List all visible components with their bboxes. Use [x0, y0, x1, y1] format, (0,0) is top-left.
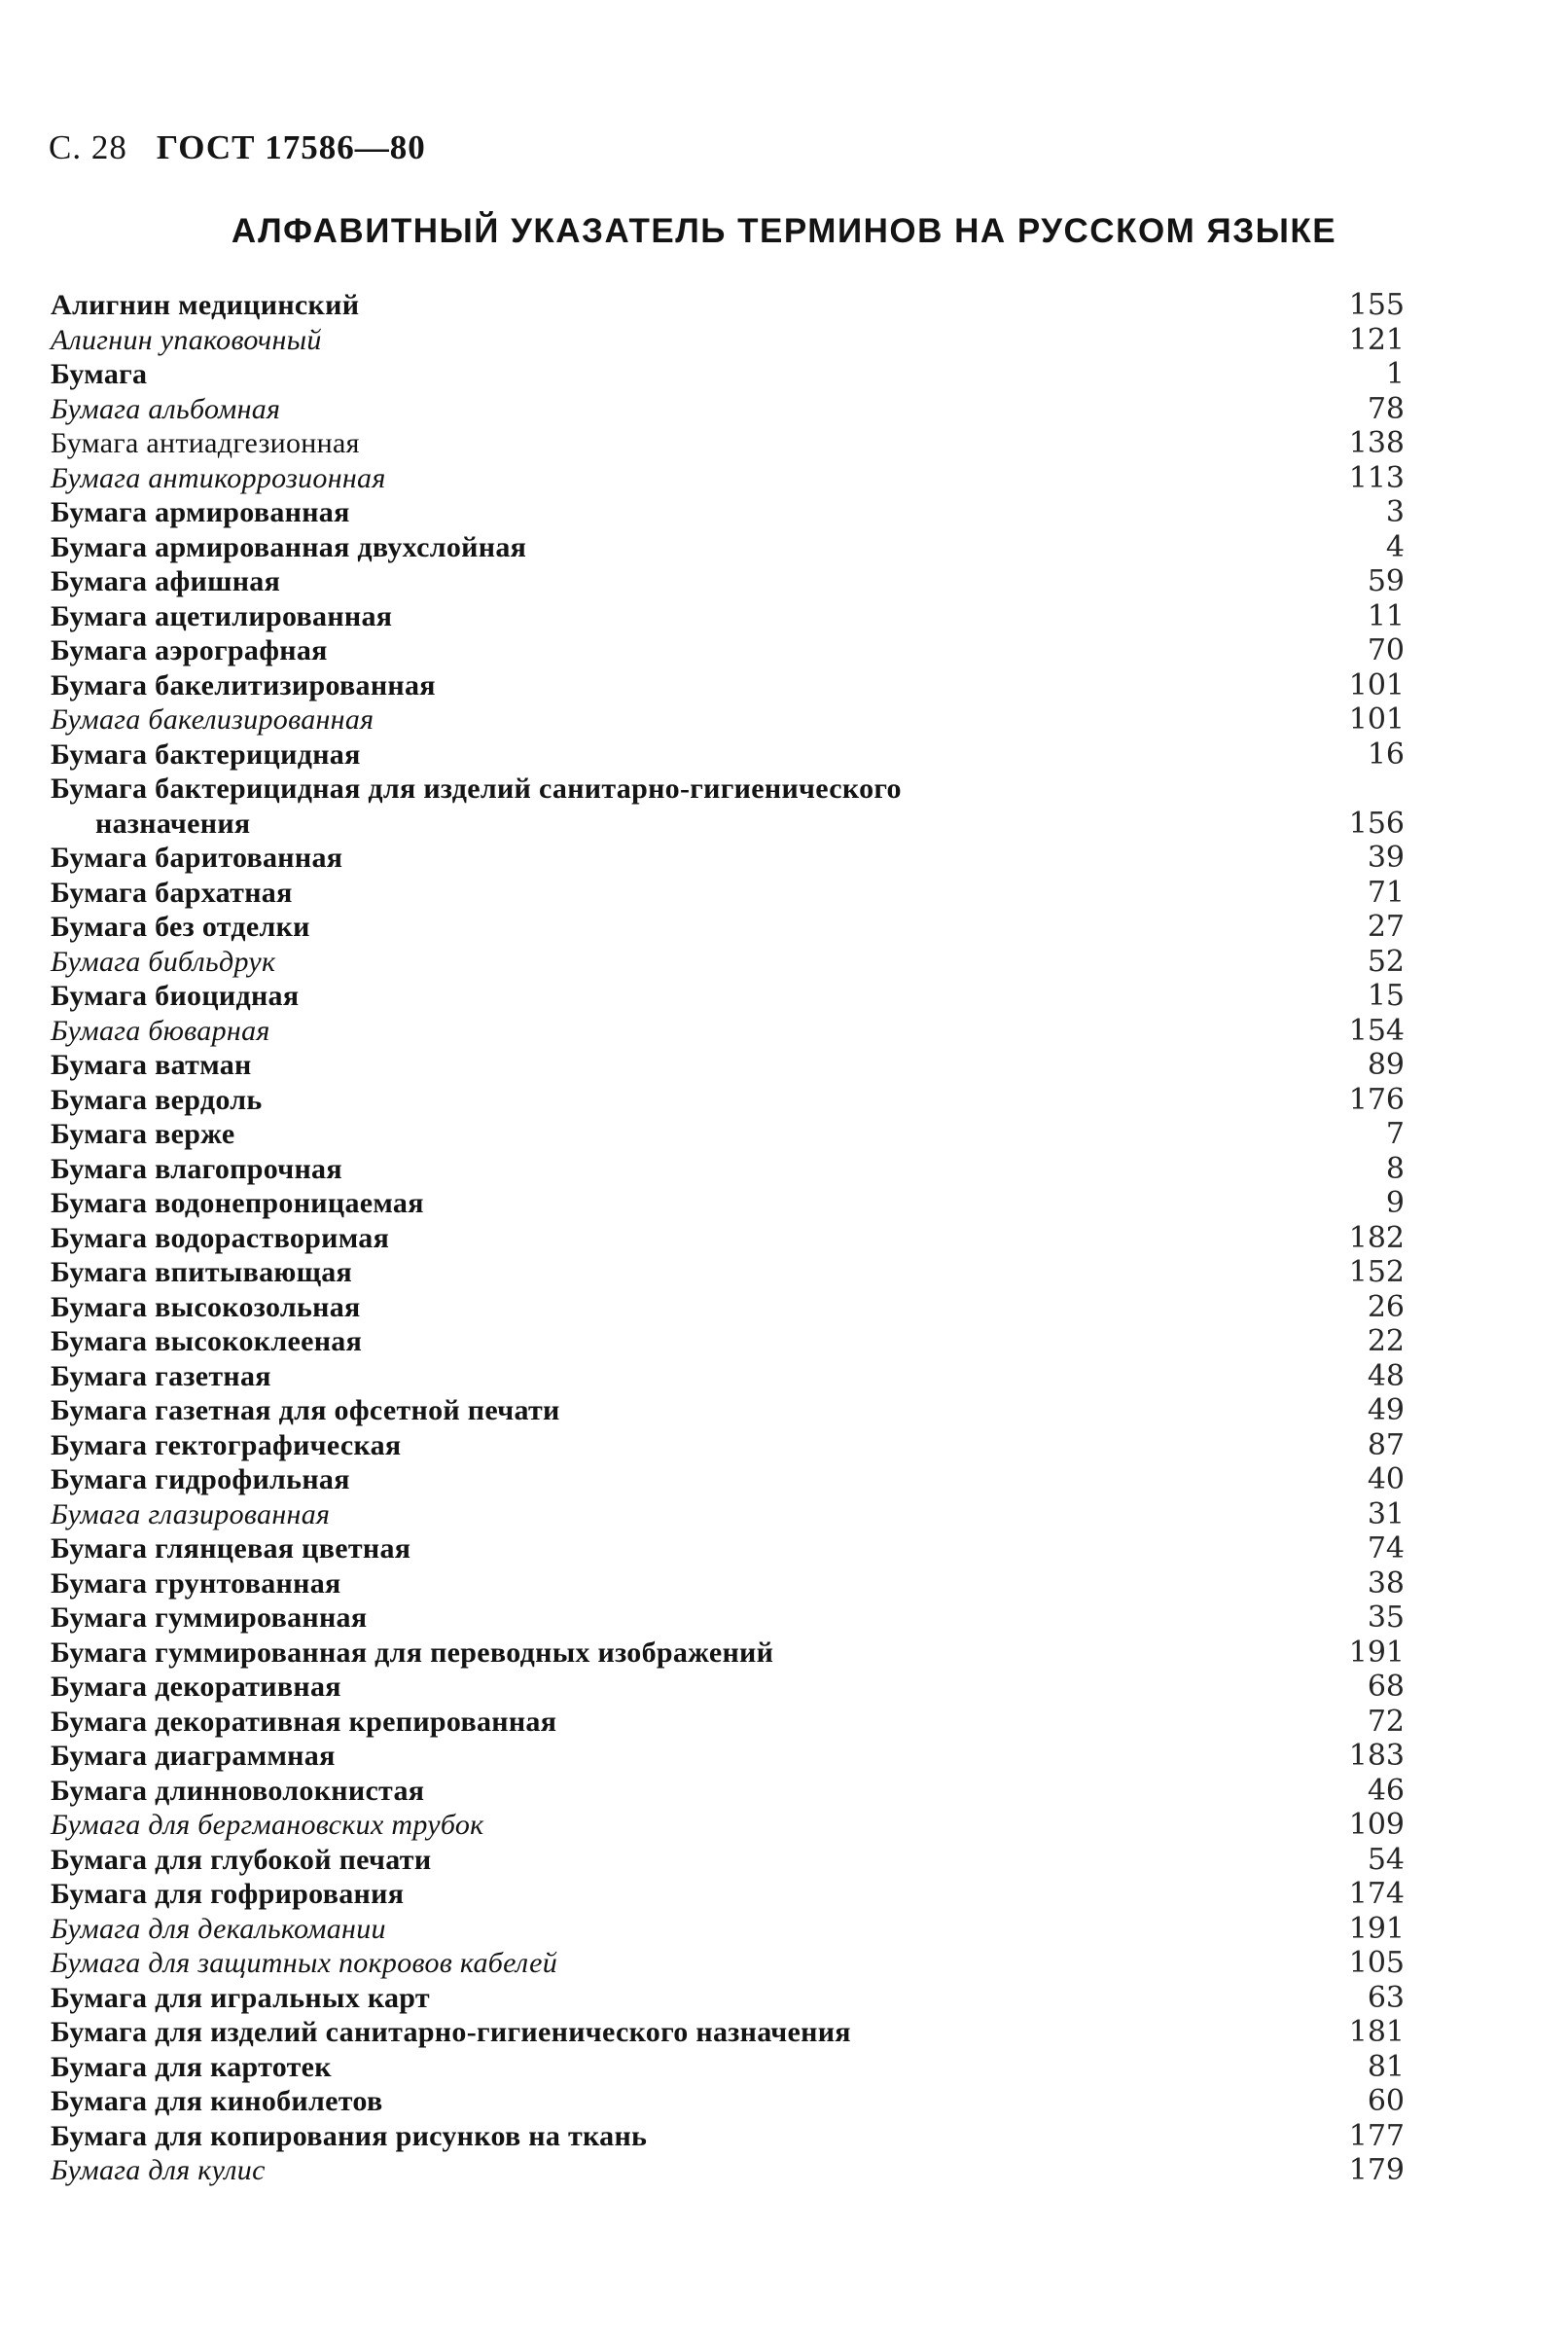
index-entry: [51, 876, 1405, 911]
index-term-number: 87: [1367, 1427, 1405, 1462]
index-term-text: Бумага антиадгезионная: [51, 427, 360, 459]
index-term-number: 60: [1367, 2084, 1405, 2118]
index-entry: [51, 1531, 1405, 1566]
index-term: [51, 1393, 1159, 1428]
index-entry: [51, 702, 1405, 737]
index-term-number: 177: [1348, 2118, 1405, 2153]
index-term: [51, 668, 1159, 703]
index-term-text: Бумага верже: [51, 1118, 235, 1150]
index-term-number: 81: [1367, 2049, 1405, 2084]
index-term-text: Бумага диаграммная: [51, 1740, 336, 1772]
index-term-text: Бумага баритованная: [51, 842, 343, 874]
index-term-text: Бумага бактерицидная: [51, 737, 361, 771]
index-entry: [51, 1670, 1405, 1705]
index-term-number: 71: [1367, 875, 1405, 910]
index-entry: [51, 1221, 1405, 1256]
index-entry: [51, 2153, 1405, 2188]
index-entry: [51, 1566, 1405, 1601]
index-entry: [51, 1255, 1405, 1290]
page-title: АЛФАВИТНЫЙ УКАЗАТЕЛЬ ТЕРМИНОВ НА РУССКОМ ЯЗЫКЕ: [231, 212, 1337, 250]
index-term-number: 49: [1367, 1393, 1405, 1427]
index-term: [51, 288, 1159, 323]
index-entry: [51, 1117, 1405, 1152]
index-term: [51, 1186, 1159, 1221]
index-term: [51, 910, 1159, 945]
index-term-number: 48: [1367, 1358, 1405, 1393]
index-term-text: Бумага декоративная крепированная: [51, 1705, 557, 1738]
index-term-number: 15: [1367, 979, 1405, 1013]
index-term: [51, 1117, 1159, 1152]
index-term-text: Бумага гуммированная для переводных изображений: [51, 1636, 774, 1669]
index-term-text: Бумага бархатная: [51, 876, 293, 909]
index-term-text: Бумага для защитных покровов кабелей: [51, 1947, 558, 1979]
index-term: [51, 1152, 1159, 1187]
index-entry: [51, 1808, 1405, 1843]
index-term-text: Бумага афишная: [51, 565, 281, 597]
index-term-text: Бумага бактерицидная для изделий санитарно-гигиенического: [51, 773, 902, 805]
index-term-text: Бумага альбомная: [51, 392, 281, 425]
index-term-text: Бумага для игральных карт: [51, 1981, 430, 2014]
index-term-number: 101: [1348, 702, 1405, 737]
index-term-text: Бумага длинноволокнистая: [51, 1774, 425, 1807]
index-entry: [51, 288, 1405, 323]
index-entry: [51, 1186, 1405, 1221]
index-entry: [51, 1946, 1405, 1981]
index-term-number: 152: [1348, 1255, 1405, 1289]
index-entry: [51, 461, 1405, 496]
index-term-number: 182: [1348, 1220, 1405, 1255]
index-term: [51, 2119, 1159, 2154]
index-term-number: 7: [1385, 1117, 1405, 1151]
index-term-number: 22: [1367, 1324, 1405, 1358]
index-entry: [51, 1774, 1405, 1809]
index-term-text: Бумага для гофрирования: [51, 1878, 405, 1910]
index-term-number: 40: [1367, 1462, 1405, 1496]
index-term-number: 31: [1367, 1496, 1405, 1531]
index-entry: [51, 1428, 1405, 1463]
index-term-number: 26: [1367, 1289, 1405, 1324]
index-term-number: 109: [1348, 1808, 1405, 1842]
index-term-number: 174: [1348, 1877, 1405, 1911]
index-term: [51, 1359, 1159, 1394]
index-term-text: Бумага армированная двухслойная: [51, 530, 527, 563]
index-term-number: 156: [1348, 806, 1405, 841]
index-term-text: Бумага: [51, 358, 148, 390]
index-term-text: Бумага аэрографная: [51, 634, 328, 666]
index-term-text: Бумага высокозольная: [51, 1290, 361, 1323]
index-term-number: 138: [1348, 426, 1405, 460]
index-term: [51, 1739, 1159, 1774]
index-term-text: Бумага влагопрочная: [51, 1152, 342, 1185]
index-term-text: Бумага глянцевая цветная: [51, 1532, 411, 1565]
index-entry: [51, 1497, 1405, 1532]
index-entry: [51, 633, 1405, 668]
index-term: [51, 495, 1159, 530]
index-term-number: 89: [1367, 1048, 1405, 1082]
index-term-text: Бумага для картотек: [51, 2050, 332, 2083]
index-term-text: Бумага газетная для офсетной печати: [51, 1394, 560, 1426]
index-term: [51, 1636, 1159, 1671]
index-term-number: 74: [1367, 1531, 1405, 1565]
index-term: [51, 841, 1159, 876]
index-entry: [51, 1843, 1405, 1878]
index-term: [51, 392, 1159, 427]
index-entry: [51, 1083, 1405, 1118]
index-term-number: 191: [1348, 1635, 1405, 1670]
index-term-number: 35: [1367, 1601, 1405, 1635]
index-term: [51, 1048, 1159, 1083]
index-term-number: 179: [1348, 2153, 1405, 2187]
index-term-text: Бумага высококлееная: [51, 1325, 363, 1357]
index-term-text: Бумага глазированная: [51, 1497, 331, 1530]
index-term-number: 68: [1367, 1670, 1405, 1704]
index-term: [51, 1531, 1159, 1566]
index-entry: [51, 1877, 1405, 1912]
index-entry: [51, 945, 1405, 980]
index-term: [51, 2153, 1159, 2188]
index-term-number: 52: [1367, 944, 1405, 979]
index-term: [51, 1290, 1159, 1325]
index-term-number: 183: [1348, 1739, 1405, 1773]
index-term-number: 4: [1385, 529, 1405, 564]
index-term-number: 155: [1348, 288, 1405, 322]
index-term-number: 63: [1367, 1980, 1405, 2015]
index-entry: [51, 564, 1405, 599]
index-term-number: 16: [1367, 737, 1405, 772]
index-term: [51, 1946, 1159, 1981]
index-term: [51, 772, 1159, 841]
index-term-number: 39: [1367, 841, 1405, 875]
index-term-number: 101: [1348, 667, 1405, 702]
index-entry: [51, 2015, 1405, 2050]
index-term-number: 54: [1367, 1842, 1405, 1877]
page-number: С. 28: [49, 128, 127, 166]
index-entry: [51, 1601, 1405, 1636]
index-term-text: Бумага антикоррозионная: [51, 461, 386, 494]
index-term-text: Бумага бакелитизированная: [51, 668, 436, 701]
index-entry: [51, 737, 1405, 773]
index-term: [51, 1083, 1159, 1118]
standard-code: ГОСТ 17586—80: [156, 128, 426, 166]
index-term: [51, 1705, 1159, 1740]
index-term-text: Алигнин медицинский: [51, 289, 360, 321]
index-entry: [51, 323, 1405, 358]
index-term: [51, 564, 1159, 599]
index-term-number: 113: [1348, 460, 1405, 495]
index-term-text: Бумага без отделки: [51, 911, 310, 943]
index-term: [51, 1808, 1159, 1843]
index-term-text: Бумага для копирования рисунков на ткань: [51, 2119, 648, 2152]
index-term-number: 3: [1385, 495, 1405, 529]
index-term-number: 72: [1367, 1704, 1405, 1739]
index-entry: [51, 1048, 1405, 1083]
index-entry: [51, 979, 1405, 1014]
index-term-number: 9: [1385, 1186, 1405, 1220]
index-entry: [51, 495, 1405, 530]
index-entry: [51, 1014, 1405, 1049]
index-term-number: 27: [1367, 910, 1405, 944]
index-term: [51, 1981, 1159, 2016]
index-entry: [51, 1462, 1405, 1497]
page-header: [49, 128, 426, 167]
index-term: [51, 1601, 1159, 1636]
index-term: [51, 1014, 1159, 1049]
index-term: [51, 1324, 1159, 1359]
index-entry: [51, 1739, 1405, 1774]
index-term-number: 59: [1367, 564, 1405, 598]
index-entry: [51, 530, 1405, 565]
index-term: [51, 599, 1159, 634]
index-term-text: Бумага водорастворимая: [51, 1221, 390, 1254]
index-term-text: Бумага бакелизированная: [51, 703, 374, 736]
index-term: [51, 1912, 1159, 1947]
index-entry: [51, 426, 1405, 461]
index-term-text: Бумага гектографическая: [51, 1428, 402, 1461]
index-term: [51, 530, 1159, 565]
index-term-text: Бумага для кинобилетов: [51, 2085, 383, 2117]
index-term-text: Бумага гидрофильная: [51, 1463, 350, 1495]
index-term-number: 78: [1367, 391, 1405, 426]
index-entry: [51, 1636, 1405, 1671]
index-term-text: Бумага биоцидная: [51, 980, 300, 1012]
index-term-text: Бумага библьдрук: [51, 945, 276, 978]
index-term-number: 176: [1348, 1082, 1405, 1117]
index-term: [51, 2050, 1159, 2085]
index-entry: [51, 1324, 1405, 1359]
index-term-text: Бумага декоративная: [51, 1671, 341, 1703]
index-term-text: Бумага ацетилированная: [51, 599, 393, 632]
index-term-text: Алигнин упаковочный: [51, 323, 322, 356]
index-term: [51, 1428, 1159, 1463]
index-term-text: Бумага для бергмановских трубок: [51, 1809, 484, 1841]
index-term: [51, 633, 1159, 668]
index-entry: [51, 910, 1405, 945]
index-entry: [51, 1152, 1405, 1187]
index-entry: [51, 2119, 1405, 2154]
index-term: [51, 1462, 1159, 1497]
index-term-number: 181: [1348, 2015, 1405, 2049]
index-term-continuation: назначения: [95, 807, 251, 840]
index-term: [51, 323, 1159, 358]
index-term-text: Бумага газетная: [51, 1359, 271, 1392]
index-term-number: 70: [1367, 633, 1405, 667]
index-term: [51, 426, 1159, 461]
index-term: [51, 945, 1159, 980]
index-term: [51, 1497, 1159, 1532]
index-entry: [51, 1393, 1405, 1428]
index-term-text: Бумага вердоль: [51, 1083, 263, 1116]
term-index-list: [51, 288, 1405, 2188]
index-term: [51, 1255, 1159, 1290]
index-term: [51, 1877, 1159, 1912]
index-term: [51, 357, 1159, 392]
index-term-text: Бумага для глубокой печати: [51, 1843, 432, 1876]
index-entry: [51, 2050, 1405, 2085]
index-term: [51, 1774, 1159, 1809]
index-term: [51, 876, 1159, 911]
index-entry: [51, 392, 1405, 427]
index-term-text: Бумага для изделий санитарно-гигиенического назначения: [51, 2016, 851, 2048]
index-term-number: 38: [1367, 1565, 1405, 1601]
index-term-text: Бумага грунтованная: [51, 1566, 341, 1600]
index-term: [51, 702, 1159, 737]
index-entry: [51, 1359, 1405, 1394]
index-term-text: Бумага для декалькомании: [51, 1912, 386, 1945]
index-term: [51, 1670, 1159, 1705]
index-term-number: 1: [1385, 357, 1405, 391]
index-term-number: 191: [1348, 1911, 1405, 1946]
index-term-number: 121: [1348, 322, 1405, 357]
index-term-text: Бумага армированная: [51, 496, 350, 528]
index-entry: [51, 1981, 1405, 2016]
index-entry: [51, 668, 1405, 703]
index-term: [51, 2015, 1159, 2050]
index-entry: [51, 2084, 1405, 2119]
index-term-number: 8: [1385, 1151, 1405, 1186]
index-entry: [51, 841, 1405, 876]
index-term: [51, 1221, 1159, 1256]
index-term-text: Бумага ватман: [51, 1049, 252, 1081]
index-term-number: 105: [1348, 1946, 1405, 1980]
index-term: [51, 461, 1159, 496]
index-entry: [51, 772, 1405, 841]
index-term: [51, 1566, 1159, 1601]
index-term-text: Бумага для кулис: [51, 2154, 266, 2186]
index-term: [51, 737, 1159, 773]
index-entry: [51, 1912, 1405, 1947]
index-term: [51, 1843, 1159, 1878]
index-entry: [51, 357, 1405, 392]
index-entry: [51, 1705, 1405, 1740]
index-term-number: 46: [1367, 1773, 1405, 1808]
index-term-text: Бумага впитывающая: [51, 1256, 353, 1288]
index-term-text: Бумага гуммированная: [51, 1601, 368, 1634]
index-term: [51, 979, 1159, 1014]
index-term: [51, 2084, 1159, 2119]
index-term-text: Бумага бюварная: [51, 1014, 270, 1047]
index-entry: [51, 599, 1405, 634]
index-term-text: Бумага водонепроницаемая: [51, 1187, 424, 1219]
index-term-number: 11: [1367, 598, 1405, 633]
index-term-number: 154: [1348, 1013, 1405, 1048]
index-entry: [51, 1290, 1405, 1325]
